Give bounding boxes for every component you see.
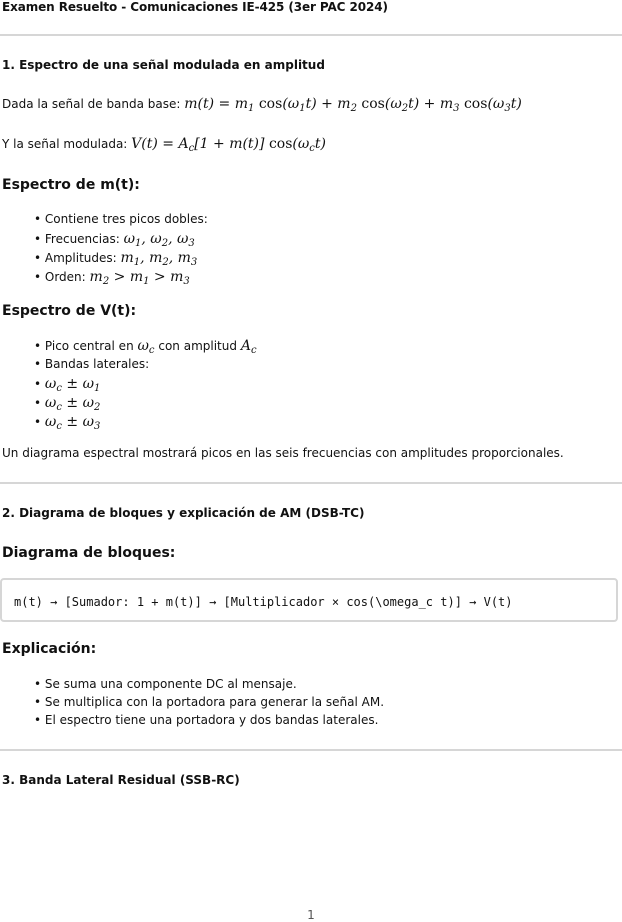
section-2-heading: 2. Diagrama de bloques y explicación de AM (DSB-TC) (2, 506, 365, 520)
order-label: • Orden: (34, 270, 86, 284)
list-item: • Se multiplica con la portadora para generar la señal AM. (34, 695, 385, 709)
list-item (34, 269, 190, 285)
list-item (34, 250, 197, 266)
frequencies-label: • Frecuencias: (34, 232, 120, 246)
modulated-signal-line (2, 136, 326, 152)
page-number: 1 (307, 908, 315, 922)
sideband-1-formula: $\omega_c \pm \omega_1$ (44, 376, 101, 394)
bullet: • (34, 396, 42, 410)
divider (0, 749, 622, 751)
order-formula: $m_2 > m_1 > m_3$ (89, 269, 190, 287)
sideband-2-formula: $\omega_c \pm \omega_2$ (44, 395, 101, 413)
list-item (34, 231, 195, 247)
modulated-prefix: Y la señal modulada: (2, 137, 128, 151)
baseband-prefix: Dada la señal de banda base: (2, 97, 181, 111)
amplitudes-formula: $m_1$, $m_2$, $m_3$ (120, 250, 198, 268)
conclusion-text: Un diagrama espectral mostrará picos en las seis frecuencias con amplitudes proporcionales. (2, 446, 564, 460)
frequencies-formula: $\omega_1$, $\omega_2$, $\omega_3$ (123, 231, 195, 249)
page-title: Examen Resuelto - Comunicaciones IE-425 (3er PAC 2024) (2, 0, 388, 14)
baseband-formula: $m(t) = m_1$ $\cos(\omega_1t) + m_2$ $\cos(\omega_2t) + m_3$ $\cos(\omega_3t)$ (184, 96, 522, 114)
central-peak-label: • Pico central en (34, 339, 134, 353)
modulated-formula: $V(t) = A_c[1 + m(t)]$ $\cos(\omega_ct)$ (131, 136, 326, 154)
list-item: • Contiene tres picos dobles: (34, 212, 208, 226)
section-3-heading: 3. Banda Lateral Residual (SSB-RC) (2, 773, 240, 787)
carrier-freq-formula: $\omega_c$ (137, 338, 155, 356)
list-item (34, 395, 100, 411)
sideband-3-formula: $\omega_c \pm \omega_3$ (44, 414, 101, 432)
list-item (34, 376, 100, 392)
amplitudes-label: • Amplitudes: (34, 251, 117, 265)
list-item: • Bandas laterales: (34, 357, 150, 371)
list-item: • El espectro tiene una portadora y dos bandas laterales. (34, 713, 379, 727)
list-item: • Se suma una componente DC al mensaje. (34, 677, 297, 691)
section-1-heading: 1. Espectro de una señal modulada en amplitud (2, 58, 325, 72)
list-item (34, 414, 100, 430)
vt-spectrum-heading: Espectro de V(t): (2, 303, 137, 319)
baseband-signal-line (2, 96, 522, 112)
block-diagram-code: m(t) → [Sumador: 1 + m(t)] → [Multiplicador × cos(\omega_c t)] → V(t) (14, 595, 513, 609)
divider (0, 482, 622, 484)
divider (0, 34, 622, 36)
explanation-heading: Explicación: (2, 641, 97, 657)
carrier-amp-formula: $A_c$ (240, 338, 257, 356)
mt-spectrum-heading: Espectro de m(t): (2, 177, 140, 193)
bullet: • (34, 415, 42, 429)
list-item (34, 338, 257, 354)
amplitude-label: con amplitud (158, 339, 237, 353)
code-block (0, 578, 618, 622)
block-diagram-heading: Diagrama de bloques: (2, 545, 176, 561)
bullet: • (34, 377, 42, 391)
